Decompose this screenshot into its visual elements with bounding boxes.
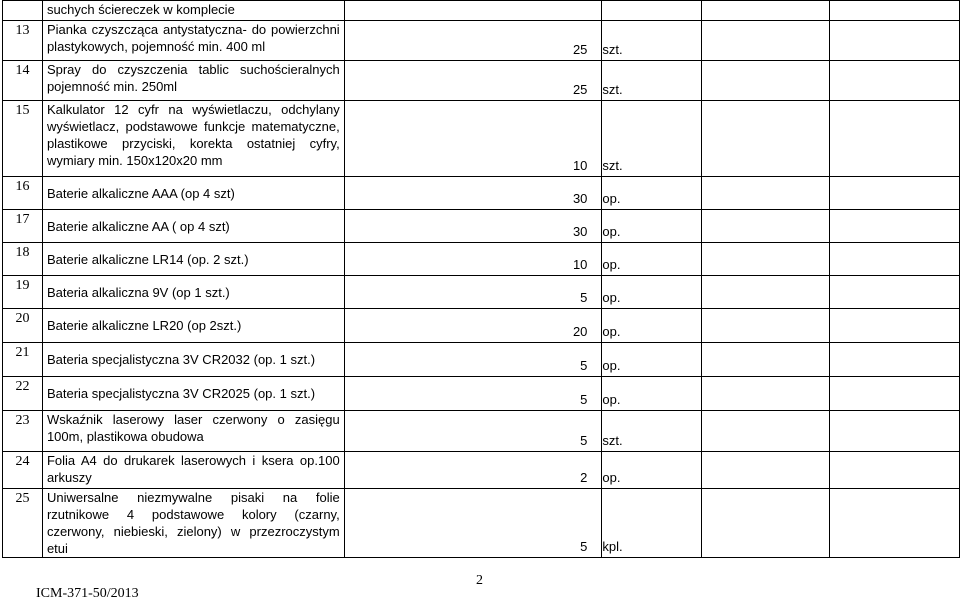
empty-cell — [830, 489, 960, 558]
table-row — [3, 343, 960, 377]
item-quantity: 5 — [344, 276, 602, 309]
item-quantity: 30 — [344, 177, 602, 210]
item-unit: szt. — [602, 61, 702, 101]
empty-cell — [830, 21, 960, 61]
empty-cell — [702, 210, 830, 243]
row-number: 18 — [3, 243, 43, 276]
empty-cell — [830, 210, 960, 243]
item-description: Wskaźnik laserowy laser czerwony o zasięgu 100m, plastikowa obudowa — [42, 411, 344, 452]
empty-cell — [702, 21, 830, 61]
item-quantity: 5 — [344, 377, 602, 411]
row-number: 22 — [3, 377, 43, 411]
item-quantity: 5 — [344, 343, 602, 377]
item-quantity: 25 — [344, 61, 602, 101]
item-unit: szt. — [602, 21, 702, 61]
item-description: Baterie alkaliczne LR20 (op 2szt.) — [42, 309, 344, 343]
row-number: 15 — [3, 101, 43, 177]
row-number — [3, 1, 43, 21]
item-description: Bateria alkaliczna 9V (op 1 szt.) — [42, 276, 344, 309]
item-quantity: 2 — [344, 452, 602, 489]
empty-cell — [830, 309, 960, 343]
item-description: Baterie alkaliczne LR14 (op. 2 szt.) — [42, 243, 344, 276]
table-row — [3, 309, 960, 343]
row-number: 14 — [3, 61, 43, 101]
empty-cell — [830, 61, 960, 101]
empty-cell — [702, 411, 830, 452]
item-quantity — [344, 1, 602, 21]
empty-cell — [702, 243, 830, 276]
table-row — [3, 411, 960, 452]
item-unit: op. — [602, 452, 702, 489]
empty-cell — [702, 343, 830, 377]
item-unit: op. — [602, 177, 702, 210]
empty-cell — [830, 177, 960, 210]
item-description: Bateria specjalistyczna 3V CR2032 (op. 1 szt.) — [42, 343, 344, 377]
item-unit: szt. — [602, 101, 702, 177]
item-unit: op. — [602, 243, 702, 276]
item-description: suchych ściereczek w komplecie — [42, 1, 344, 21]
item-unit: op. — [602, 377, 702, 411]
item-description: Baterie alkaliczne AA ( op 4 szt) — [42, 210, 344, 243]
item-quantity: 25 — [344, 21, 602, 61]
table-row — [3, 101, 960, 177]
row-number: 24 — [3, 452, 43, 489]
empty-cell — [702, 452, 830, 489]
empty-cell — [830, 101, 960, 177]
table-row — [3, 61, 960, 101]
item-unit — [602, 1, 702, 21]
empty-cell — [702, 177, 830, 210]
item-quantity: 20 — [344, 309, 602, 343]
table-row — [3, 276, 960, 309]
table-row — [3, 1, 960, 21]
item-unit: op. — [602, 309, 702, 343]
empty-cell — [830, 452, 960, 489]
item-unit: szt. — [602, 411, 702, 452]
item-description: Spray do czyszczenia tablic suchościeralnych pojemność min. 250ml — [42, 61, 344, 101]
empty-cell — [702, 309, 830, 343]
empty-cell — [702, 61, 830, 101]
empty-cell — [830, 1, 960, 21]
item-description: Baterie alkaliczne AAA (op 4 szt) — [42, 177, 344, 210]
empty-cell — [830, 411, 960, 452]
item-unit: kpl. — [602, 489, 702, 558]
row-number: 25 — [3, 489, 43, 558]
empty-cell — [702, 377, 830, 411]
empty-cell — [830, 243, 960, 276]
empty-cell — [702, 276, 830, 309]
item-quantity: 5 — [344, 411, 602, 452]
page-number: 2 — [476, 573, 483, 588]
empty-cell — [702, 101, 830, 177]
table-row — [3, 243, 960, 276]
row-number: 23 — [3, 411, 43, 452]
row-number: 16 — [3, 177, 43, 210]
item-quantity: 5 — [344, 489, 602, 558]
item-description: Kalkulator 12 cyfr na wyświetlaczu, odchylany wyświetlacz, podstawowe funkcje matematyczne, plastikowe przyciski, korekta ostatniej cyfry, wymiary min. 150x120x20 mm — [42, 101, 344, 177]
items-table — [2, 0, 960, 558]
item-unit: op. — [602, 276, 702, 309]
item-quantity: 10 — [344, 101, 602, 177]
table-row — [3, 210, 960, 243]
table-row — [3, 489, 960, 558]
table-row — [3, 21, 960, 61]
item-description: Uniwersalne niezmywalne pisaki na folie rzutnikowe 4 podstawowe kolory (czarny, czerwony, niebieski, zielony) w przezroczystym etui — [42, 489, 344, 558]
item-description: Bateria specjalistyczna 3V CR2025 (op. 1 szt.) — [42, 377, 344, 411]
empty-cell — [702, 489, 830, 558]
item-unit: op. — [602, 210, 702, 243]
row-number: 21 — [3, 343, 43, 377]
item-quantity: 10 — [344, 243, 602, 276]
row-number: 13 — [3, 21, 43, 61]
table-row — [3, 177, 960, 210]
empty-cell — [830, 276, 960, 309]
table-row — [3, 377, 960, 411]
empty-cell — [702, 1, 830, 21]
item-quantity: 30 — [344, 210, 602, 243]
empty-cell — [830, 343, 960, 377]
item-unit: op. — [602, 343, 702, 377]
row-number: 20 — [3, 309, 43, 343]
item-description: Folia A4 do drukarek laserowych i ksera op.100 arkuszy — [42, 452, 344, 489]
row-number: 19 — [3, 276, 43, 309]
row-number: 17 — [3, 210, 43, 243]
document-reference: ICM-371-50/2013 — [36, 586, 139, 601]
table-row — [3, 452, 960, 489]
item-description: Pianka czyszcząca antystatyczna- do powierzchni plastykowych, pojemność min. 400 ml — [42, 21, 344, 61]
empty-cell — [830, 377, 960, 411]
